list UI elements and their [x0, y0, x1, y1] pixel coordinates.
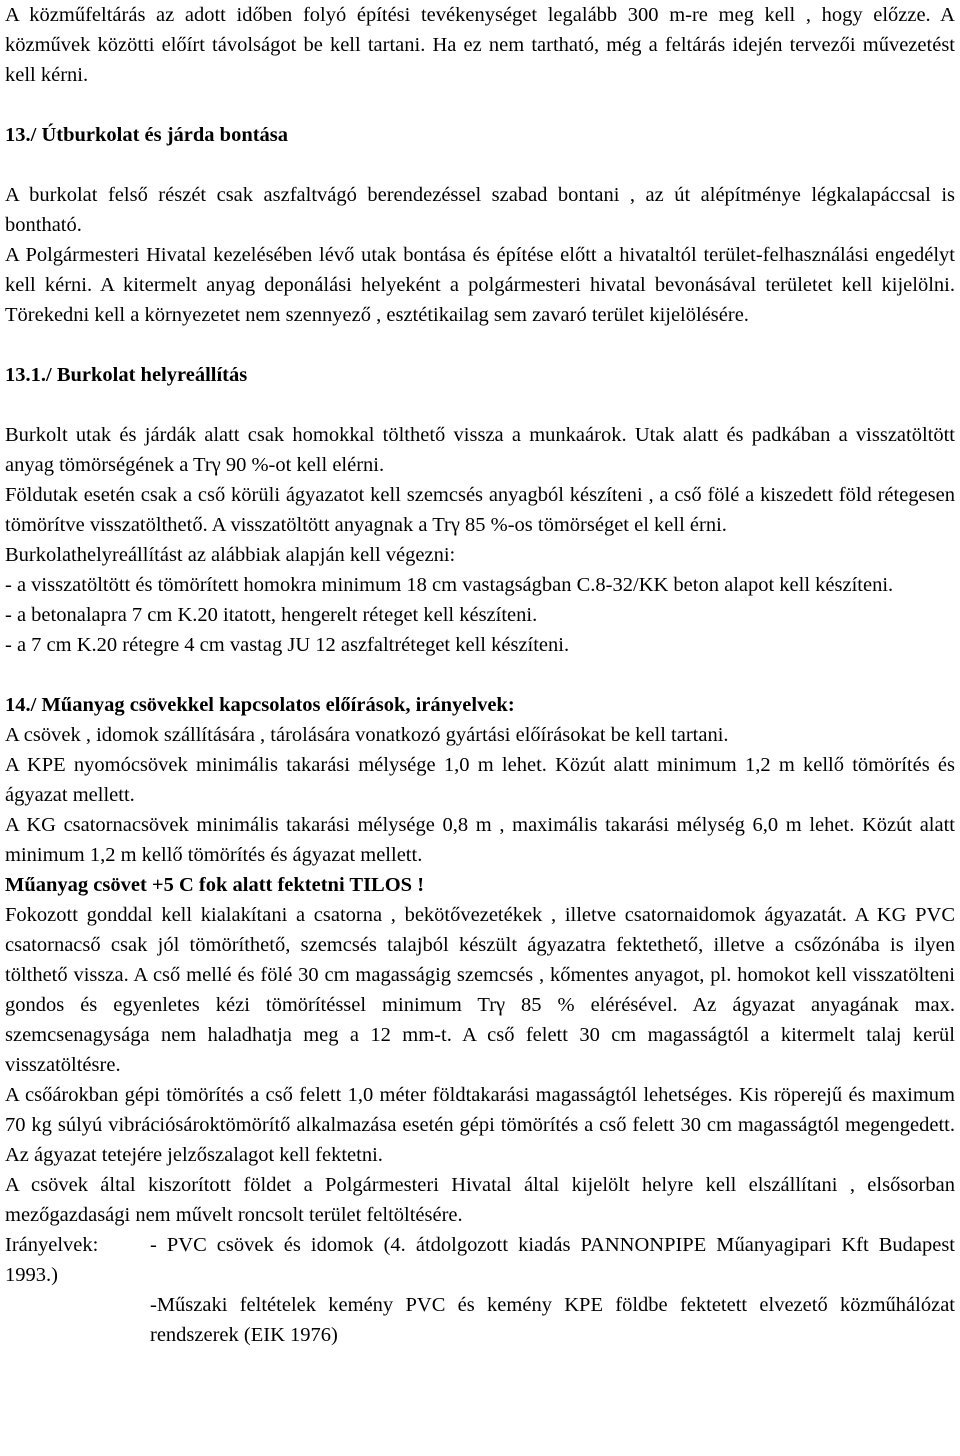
- list-item: - a betonalapra 7 cm K.20 itatott, hengerelt réteget kell készíteni.: [5, 604, 538, 626]
- section-13-1-paragraph-3: Burkolathelyreállítást az alábbiak alapján kell végezni:: [5, 544, 456, 566]
- section-14-paragraph-4: Fokozott gonddal kell kialakítani a csatorna , bekötővezetékek , illetve csatornaidomok ágyazatát. A KG PVC csatornacső csak jól tömöríthető, szemcsés talajból készült ágyazatra fektethető, illetve a csőzónába is ilyen tölthető vissza. A cső mellé és fölé 30 cm magasságig szemcsés , kőmentes anyagot, pl. homokot kell visszatölteni gondos és egyenletes kézi tömörítéssel minimum Trγ 85 % elérésével. Az ágyazat anyagának max. szemcsenagysága nem haladhatja meg a 12 mm-t. A cső felett 30 cm magasságtól a kitermelt talaj kerül visszatöltésre.: [5, 904, 955, 1076]
- guideline-1: - PVC csövek és idomok (4. átdolgozott kiadás PANNONPIPE Műanyagipari Kft Budapest 1993.): [5, 1234, 955, 1286]
- section-14-heading: 14./ Műanyag csövekkel kapcsolatos előírások, irányelvek:: [5, 694, 515, 716]
- section-13-paragraph-2: A Polgármesteri Hivatal kezelésében lévő utak bontása és építése előtt a hivataltól terület-felhasználási engedélyt kell kérni. A kitermelt anyag deponálási helyeként a polgármesteri hivatal bevonásával területet kell kijelölni. Törekedni kell a környezetet nem szennyező , esztétikailag sem zavaró terület kijelölésére.: [5, 244, 955, 326]
- section-14-paragraph-3: A KG csatornacsövek minimális takarási mélysége 0,8 m , maximális takarási mélység 6,0 m lehet. Közút alatt minimum 1,2 m kellő tömörítés és ágyazat mellett.: [5, 814, 955, 866]
- section-14-paragraph-1: A csövek , idomok szállítására , tárolására vonatkozó gyártási előírásokat be kell tartani.: [5, 724, 729, 746]
- section-13-1-paragraph-2: Földutak esetén csak a cső körüli ágyazatot kell szemcsés anyagból készíteni , a cső fölé a kiszedett föld rétegesen tömörítve visszatölthető. A visszatöltött anyagnak a Trγ 85 %-os tömörséget el kell érni.: [5, 484, 955, 536]
- section-14-paragraph-2: A KPE nyomócsövek minimális takarási mélysége 1,0 m lehet. Közút alatt minimum 1,2 m kellő tömörítés és ágyazat mellett.: [5, 754, 955, 806]
- section-14-paragraph-5: A csőárokban gépi tömörítés a cső felett 1,0 méter földtakarási magasságtól lehetséges. Kis röperejű és maximum 70 kg súlyú vibrációsároktömörítő alkalmazása esetén gépi tömörítés a cső felett 30 cm magasságtól megengedett. Az ágyazat tetejére jelzőszalagot kell fektetni.: [5, 1084, 955, 1166]
- section-13-1-list: [5, 570, 955, 660]
- section-14-paragraph-6: A csövek által kiszorított földet a Polgármesteri Hivatal által kijelölt helyre kell elszállítani , elsősorban mezőgazdasági nem művelt roncsolt terület feltöltésére.: [5, 1174, 955, 1226]
- section-13-heading: 13./ Útburkolat és járda bontása: [5, 124, 289, 146]
- section-13-1-paragraph-1: Burkolt utak és járdák alatt csak homokkal tölthető vissza a munkaárok. Utak alatt és padkában a visszatöltött anyag tömörségének a Trγ 90 %-ot kell elérni.: [5, 424, 955, 476]
- section-13-paragraph-1: A burkolat felső részét csak aszfaltvágó berendezéssel szabad bontani , az út alépítménye légkalapáccsal is bontható.: [5, 184, 955, 236]
- document-page: [5, 0, 955, 1350]
- section-14-warning: Műanyag csövet +5 C fok alatt fektetni TILOS !: [5, 874, 425, 896]
- list-item: - a visszatöltött és tömörített homokra minimum 18 cm vastagságban C.8-32/KK beton alapot kell készíteni.: [5, 574, 894, 596]
- section-13-1-heading: 13.1./ Burkolat helyreállítás: [5, 364, 248, 386]
- guidelines-label: Irányelvek:: [5, 1234, 99, 1256]
- list-item: - a 7 cm K.20 rétegre 4 cm vastag JU 12 aszfaltréteget kell készíteni.: [5, 634, 570, 656]
- guidelines-entry-1: [5, 1230, 955, 1290]
- intro-paragraph: A közműfeltárás az adott időben folyó építési tevékenységet legalább 300 m-re meg kell , hogy előzze. A közművek közötti előírt távolságot be kell tartani. Ha ez nem tartható, még a feltárás idején tervezői művezetést kell kérni.: [5, 4, 955, 86]
- guideline-2: -Műszaki feltételek kemény PVC és kemény KPE földbe fektetett elvezető közműhálózat rendszerek (EIK 1976): [150, 1294, 955, 1346]
